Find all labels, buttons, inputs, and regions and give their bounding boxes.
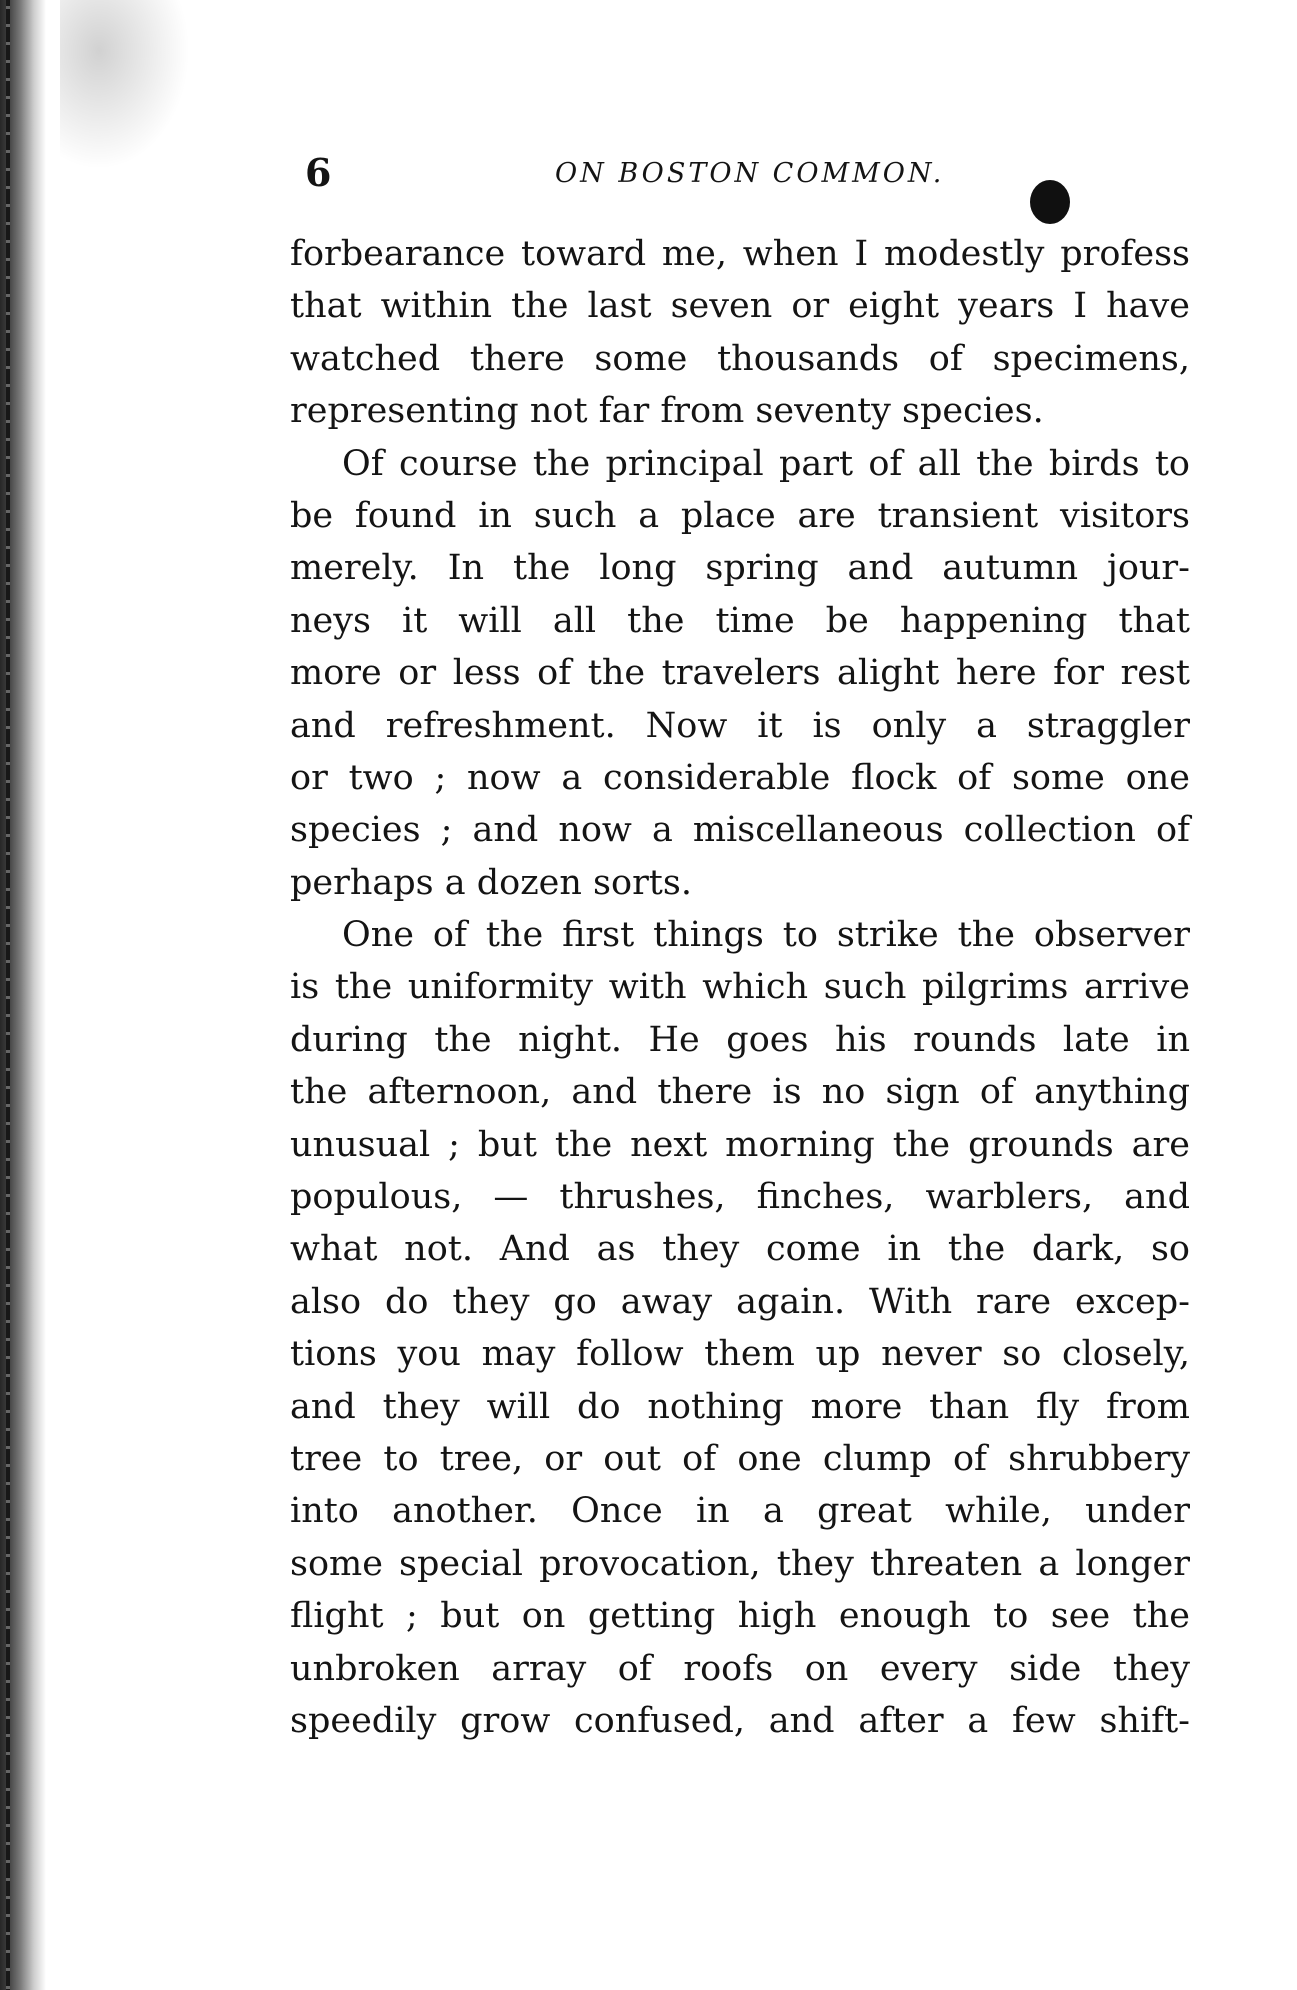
text-line: One of the first things to strike the observer — [342, 915, 1190, 956]
text-line: tions you may follow them up never so closely, — [290, 1334, 1190, 1375]
text-line: into another. Once in a great while, under — [290, 1491, 1190, 1532]
page-number: 6 — [305, 150, 332, 195]
scanned-page-edge — [0, 0, 46, 1990]
running-head-title: ON BOSTON COMMON. — [555, 158, 945, 189]
page-stain — [60, 0, 190, 170]
text-line: is the uniformity with which such pilgrims arrive — [290, 967, 1190, 1008]
text-line: populous, — thrushes, finches, warblers, and — [290, 1177, 1190, 1218]
text-line: unusual ; but the next morning the grounds are — [290, 1124, 1190, 1165]
text-line: representing not far from seventy species. — [290, 391, 1044, 432]
body-text — [290, 228, 1190, 1747]
text-line: watched there some thousands of specimens, — [290, 338, 1190, 379]
text-line: some special provocation, they threaten a longer — [290, 1543, 1190, 1584]
running-head — [305, 148, 1085, 208]
text-line: species ; and now a miscellaneous collection of — [290, 810, 1190, 851]
text-line: the afternoon, and there is no sign of anything — [290, 1072, 1190, 1113]
text-line: merely. In the long spring and autumn jour- — [290, 548, 1190, 589]
text-line: perhaps a dozen sorts. — [290, 862, 692, 903]
text-line: tree to tree, or out of one clump of shrubbery — [290, 1438, 1190, 1479]
text-line: or two ; now a considerable flock of some one — [290, 757, 1190, 798]
text-line: that within the last seven or eight years I have — [290, 286, 1190, 327]
text-line: Of course the principal part of all the birds to — [342, 443, 1190, 484]
text-line: and they will do nothing more than fly from — [290, 1386, 1190, 1427]
text-line: also do they go away again. With rare excep- — [290, 1281, 1190, 1322]
text-line: neys it will all the time be happening that — [290, 600, 1190, 641]
text-line: be found in such a place are transient visitors — [290, 495, 1190, 536]
text-line: what not. And as they come in the dark, so — [290, 1229, 1190, 1270]
text-line: and refreshment. Now it is only a straggler — [290, 705, 1190, 746]
text-line: unbroken array of roofs on every side they — [290, 1648, 1190, 1689]
text-line: during the night. He goes his rounds late in — [290, 1019, 1190, 1060]
text-line: more or less of the travelers alight here for rest — [290, 653, 1190, 694]
text-line: forbearance toward me, when I modestly profess — [290, 234, 1190, 274]
text-line: flight ; but on getting high enough to see the — [290, 1596, 1190, 1637]
text-line: speedily grow confused, and after a few shift- — [290, 1700, 1190, 1741]
